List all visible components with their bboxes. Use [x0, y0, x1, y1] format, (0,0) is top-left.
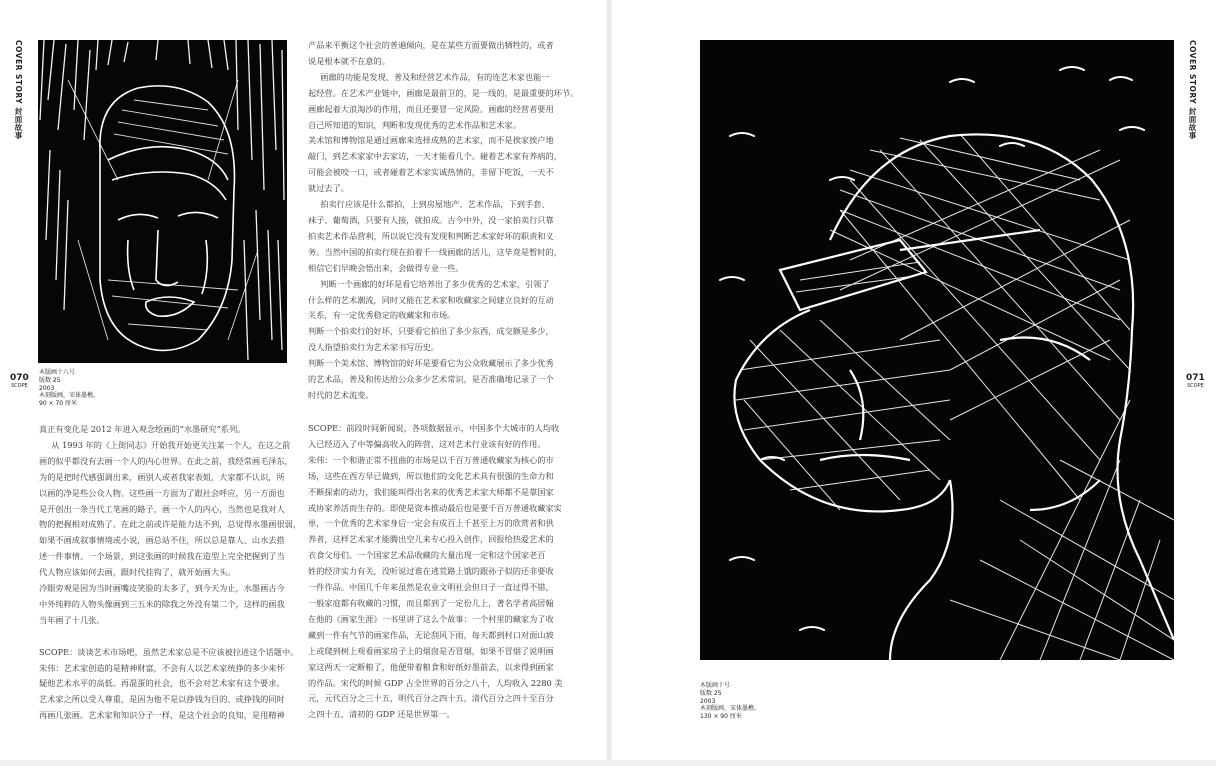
paragraph-line: 场，这些在西方早已做到，所以他们的文化艺术具有很强的生命力和: [308, 470, 554, 481]
paragraph-line: 为的是把时代感强调出来，画别人或者我家表姐，大家都不认识，所: [39, 471, 285, 482]
page-number: 070: [10, 373, 29, 383]
artwork-caption: [700, 682, 760, 721]
paragraph-line: 中外纯粹的人物头像画到三五米的除我之外没有第二个，这样的画我: [39, 598, 285, 609]
paragraph: 判断一个美术馆、博物馆的好坏是要看它为公众收藏展示了多少优秀: [308, 358, 554, 369]
caption-edition: 版数 25: [39, 376, 61, 384]
paragraph-line: 元，元代百分之三十五，明代百分之四十五，清代百分之四十至百分: [308, 693, 554, 704]
paragraph-line: 单，一个优秀的艺术家身后一定会有成百上千甚至上万的欣赏者和供: [308, 518, 554, 529]
paragraph-line: 关系，有一定优秀稳定的收藏家和市场。: [308, 310, 456, 321]
paragraph-line: 疑他艺术水平的高低。再混蛋的社会，也不会对艺术家有这个要求。: [39, 678, 285, 689]
paragraph-line: 务。当然中国的拍卖行现在拍着千一线画廊的活儿，这毕竟是暂时的，: [308, 246, 562, 257]
folio-label: SCOPE: [1187, 383, 1204, 389]
paragraph-line: 再画几张画。艺术家和知识分子一样，是这个社会的良知，是用精神: [39, 710, 285, 721]
woodcut-face-illustration: [38, 40, 287, 363]
paragraph-line: 冷眼旁观是因为当时画嘴皮笑脸的太多了，到今天为止，水墨画古今: [39, 583, 285, 594]
paragraph-line: 袜子、葡萄酒，只要有人接，就拍成。古今中外，没一家拍卖行只靠: [308, 214, 554, 225]
paragraph-line: 什么样的艺术潮流，同时又能在艺术家和收藏家之间建立良好的互动: [308, 294, 554, 305]
paragraph-line: 一般家庭都有收藏的习惯，而且都到了一定份儿上，著名学者高居翰: [308, 597, 554, 608]
page-gutter: [606, 0, 612, 766]
paragraph-line: 拍卖艺术作品营利，所以说它没有发现和判断艺术家好坏的职责和义: [308, 230, 554, 241]
woodcut-artwork-profile: [700, 40, 1174, 660]
paragraph-line: 家这两天一定断粮了，他便带着粮食和好纸好墨前去，以求得到画家: [308, 661, 554, 672]
section-label-right: COVER STORY 封面故事: [1188, 40, 1197, 140]
paragraph-line: 衣食父母们。一个国家艺术品收藏的大量出现一定和这个国家老百: [308, 550, 546, 561]
bottom-edge: [0, 760, 1216, 766]
paragraph: 判断一个拍卖行的好坏，只要看它拍出了多少东西，成交额是多少，: [308, 326, 554, 337]
caption-year: 2003: [700, 697, 716, 705]
paragraph-line: 当年画了十几张。: [39, 614, 105, 625]
paragraph: 真正有变化是 2012 年进入观念绘画的“水墨研究”系列。: [39, 424, 246, 434]
paragraph-line: 养者，这样艺术家才能腾出空儿来专心投入创作，回报给热爱艺术的: [308, 534, 554, 545]
paragraph-line: 上或爬到树上观看画家房子上的烟囱是否冒烟，如果不冒烟了说明画: [308, 645, 554, 656]
section-label-left: COVER STORY 封面故事: [14, 40, 23, 140]
paragraph-line: 是开创出一条当代工笔画的路子，画一个人的内心，当然也是我对人: [39, 503, 285, 514]
paragraph-line: 的艺术品，普及和传达给公众多少艺术常识，是否准确地记录了一个: [308, 374, 554, 385]
paragraph: 从 1993 年的《上街同志》开始我开始更关注某一个人，在这之前: [51, 439, 291, 450]
paragraph-line: 姓的经济实力有关，没听说过谁在逃荒路上饿的跟孙子似的还非要收: [308, 566, 554, 577]
page-number: 071: [1186, 373, 1205, 383]
paragraph-line: 可能会被咬一口，或者碰着艺术家实诚热情的，非留下吃饭，一天不: [308, 167, 554, 178]
interview-question: SCOPE：谈谈艺术市场吧，虽然艺术家总是不应该被拉进这个话题中。: [39, 646, 299, 657]
paragraph-line: 画的似乎都没有去画一个人的内心世界。在此之前，我经常画毛泽东，: [39, 455, 293, 466]
paragraph-line: 自己所知道的知识，判断和发现优秀的艺术作品和艺术家。: [308, 119, 521, 130]
interview-question: SCOPE：前段时间新闻说，各项数据显示，中国多个大城市的人均收: [308, 423, 560, 433]
caption-size: 130 × 90 厘米: [700, 713, 742, 721]
page-number-right: [1186, 373, 1205, 389]
woodcut-artwork-face: [38, 40, 287, 363]
paragraph-line: 之四十五，清初的 GDP 还是世界第一。: [308, 709, 455, 720]
paragraph: 画廊的功能是发现、普及和经营艺术作品，有的连艺术家也能一: [320, 71, 550, 82]
paragraph-line: 一件作品。中国几千年来虽然是农业文明社会但日子一直过得不错，: [308, 582, 554, 593]
interview-answer: 朱伟：一个和谐正常不扭曲的市场是以千百万普通收藏家为核心的市: [308, 454, 554, 465]
article-column-middle-bottom: [308, 421, 563, 723]
paragraph-line: 在他的《画家生涯》一书里讲了这么个故事：一个村里的藏家为了收: [308, 613, 554, 624]
paragraph: 拍卖行应该是什么都拍，上到房屋地产、艺术作品，下到手套、: [320, 199, 550, 210]
paragraph-line: 艺术家之所以受人尊重，是因为他不是以挣钱为目的、或挣钱的同时: [39, 694, 285, 705]
page-number-left: [10, 373, 29, 389]
folio-label: SCOPE: [11, 383, 28, 389]
paragraph: 判断一个画廊的好坏是看它培养出了多少优秀的艺术家，引领了: [320, 278, 550, 289]
caption-title: 木版画十八号: [39, 369, 76, 376]
paragraph-line: 没人指望拍卖行为艺术家书写历史。: [308, 342, 440, 353]
artwork-caption: [39, 369, 99, 408]
paragraph-line: 产品来平衡这个社会的普遍倾向，是在某些方面要做出牺牲的，或者: [308, 40, 554, 50]
paragraph-line: 画廊起着大浪淘沙的作用，而且还要冒一定风险。画廊的经营者要用: [308, 103, 554, 114]
paragraph-line: 或协家养活而生存的。即使是资本推动最后也是要千百万普通收藏家实: [308, 502, 562, 513]
paragraph-line: 如果不画成叙事情境或小说，画总站不住，所以总是靠人、山水去搭: [39, 535, 285, 546]
paragraph-line: 起经营。在艺术产业链中，画廊是最前卫的，是一线的，是最重要的环节。: [308, 87, 579, 98]
caption-title: 木版画十号: [700, 682, 731, 689]
paragraph-line: 藏到一件有气节的画家作品，无论刮风下雨，每天都到村口对面山坡: [308, 629, 554, 640]
caption-edition: 版数 25: [700, 689, 722, 697]
woodcut-profile-illustration: [700, 40, 1174, 660]
paragraph-line: 就过去了。: [308, 183, 349, 194]
interview-answer: 朱伟：艺术家创造的是精神财富，不会有人以艺术家统挣的多少来怀: [39, 662, 285, 673]
paragraph-line: 代人物应该如何去画，跟时代挂钩了，就开始画大头。: [39, 567, 236, 578]
paragraph-line: 入已经迈入了中等偏高收入的阵营，这对艺术行业该有好的作用。: [308, 438, 546, 449]
paragraph-line: 物的把握相对成熟了。在此之前或许是能力达不到，总觉得水墨画很弱，: [39, 519, 302, 530]
paragraph-line: 不断探索的动力，我们能叫得出名来的优秀艺术家大师都不是靠国家: [308, 486, 554, 497]
caption-size: 90 × 70 厘米: [39, 400, 78, 408]
caption-medium: 木刻版画，宋体墨樵。: [39, 392, 100, 400]
paragraph-line: 述一件事情、一个场景，到这张画的时候我在造型上完全把握到了当: [39, 551, 285, 562]
paragraph-line: 以画的净是些公众人物。这些画一方面为了跟社会呼应，另一方面也: [39, 487, 285, 498]
caption-medium: 木刻版画，宋体墨樵。: [700, 705, 761, 713]
caption-year: 2003: [39, 384, 55, 392]
article-column-middle-top: [308, 38, 579, 404]
paragraph-line: 说是根本就不在意的。: [308, 55, 390, 66]
paragraph-line: 相信它们早晚会悟出来，会做得专业一些。: [308, 262, 464, 273]
article-column-left: [39, 422, 302, 724]
paragraph: 美术馆和博物馆是通过画廊来选择成熟的艺术家，而不是挨家挨户地: [308, 135, 554, 146]
paragraph-line: 敲门，到艺术家家中去家访，一天才能看几个。碰着艺术家有养病的，: [308, 151, 562, 162]
paragraph-line: 的作品。宋代的时候 GDP 占全世界的百分之八十，人均收入 2280 美: [308, 677, 563, 688]
paragraph-line: 时代的艺术流变。: [308, 389, 374, 400]
